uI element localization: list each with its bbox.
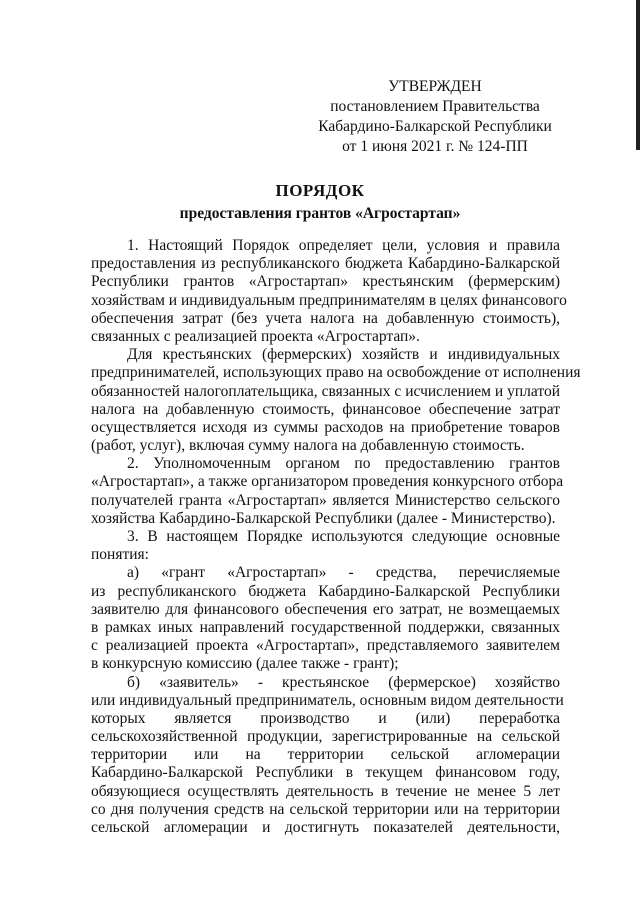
body-line: со дня получения средств на сельской территории или на территории — [91, 800, 560, 818]
body-line: хозяйства Кабардино-Балкарской Республики (далее - Министерство). — [91, 509, 556, 527]
body-line: обеспечения затрат (без учета налога на добавленную стоимость), — [91, 309, 560, 327]
body-line: Республики грантов «Агростартап» крестьянским (фермерским) — [91, 273, 560, 291]
body-line: территории или на территории сельской агломерации — [91, 746, 560, 764]
document-body — [91, 237, 581, 837]
document-subtitle: предоставления грантов «Агростартап» — [179, 205, 461, 222]
body-line: обязанностей налогоплательщика, связанных с исчислением и уплатой — [91, 382, 560, 400]
approval-line: Кабардино-Балкарской Республики — [318, 118, 552, 135]
body-line: получателей гранта «Агростартап» является Министерство сельского — [91, 491, 560, 509]
body-line: налога на добавленную стоимость, финансовое обеспечение затрат — [91, 400, 560, 418]
approval-line: постановлением Правительства — [330, 98, 540, 115]
body-line: в рамках иных направлений государственной поддержки, связанных — [91, 618, 560, 636]
document-title: ПОРЯДОК — [275, 181, 365, 200]
body-line: «Агростартап», а также организатором проведения конкурсного отбора — [91, 473, 564, 491]
body-line: (работ, услуг), включая сумму налога на добавленную стоимость. — [91, 437, 525, 455]
body-line: предпринимателей, использующих право на освобождение от исполнения — [91, 364, 581, 382]
approval-block — [310, 77, 560, 157]
scan-edge-mark — [636, 0, 640, 150]
body-line: понятия: — [91, 546, 149, 564]
title-block — [0, 180, 640, 224]
body-line: 2. Уполномоченным органом по предоставлению грантов — [127, 455, 560, 473]
body-line: сельской агломерации и достигнуть показателей деятельности, — [91, 819, 560, 836]
body-line: связанных с реализацией проекта «Агростартап». — [91, 327, 420, 345]
body-line: а) «грант «Агростартап» - средства, перечисляемые — [127, 564, 560, 582]
body-line: заявителю для финансового обеспечения его затрат, не возмещаемых — [91, 600, 560, 618]
body-line: Для крестьянских (фермерских) хозяйств и индивидуальных — [127, 346, 560, 364]
body-line: б) «заявитель» - крестьянское (фермерское) хозяйство — [127, 673, 560, 691]
body-line: с реализацией проекта «Агростартап», представляемого заявителем — [91, 637, 560, 655]
body-line: осуществляется исходя из суммы расходов на приобретение товаров — [91, 418, 560, 436]
body-line: или индивидуальный предприниматель, основным видом деятельности — [91, 691, 564, 709]
body-line: 1. Настоящий Порядок определяет цели, условия и правила — [127, 237, 560, 254]
body-line: которых является производство и (или) переработка — [91, 709, 560, 727]
body-line: сельскохозяйственной продукции, зарегистрированные на сельской — [91, 728, 560, 746]
body-line: 3. В настоящем Порядке используются следующие основные — [127, 528, 560, 545]
approval-line: от 1 июня 2021 г. № 124-ПП — [342, 138, 528, 155]
body-line: обязующиеся осуществлять деятельность в течение не менее 5 лет — [91, 782, 560, 800]
body-line: предоставления из республиканского бюджета Кабардино-Балкарской — [91, 255, 560, 273]
approval-line: УТВЕРЖДЕН — [388, 78, 482, 95]
body-line: Кабардино-Балкарской Республики в текущем финансовом году, — [91, 764, 560, 782]
body-line: в конкурсную комиссию (далее также - грант); — [91, 655, 399, 673]
body-line: хозяйствам и индивидуальным предпринимателям в целях финансового — [91, 291, 567, 309]
body-line: из республиканского бюджета Кабардино-Балкарской Республики — [91, 582, 560, 600]
